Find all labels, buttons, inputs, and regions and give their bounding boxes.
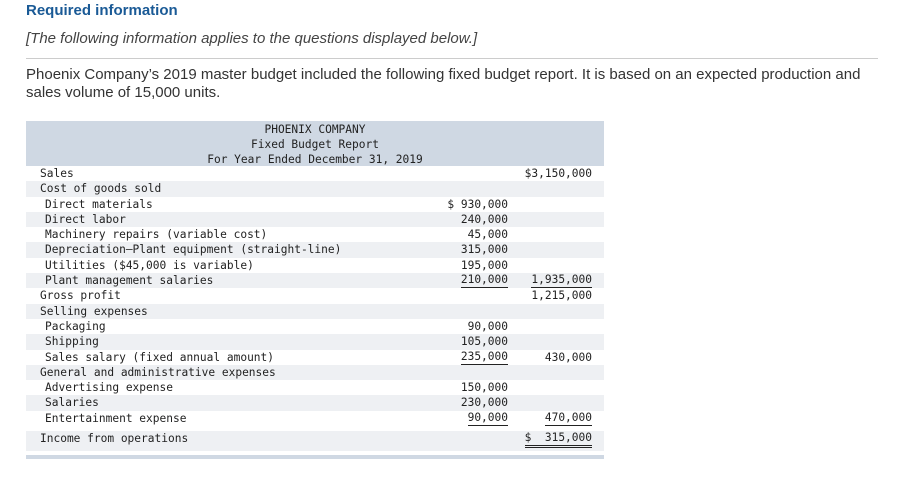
report-row	[26, 431, 604, 451]
intro-paragraph: Phoenix Company’s 2019 master budget included the following fixed budget report. It is based on an expected production and sales volume of 15,000 units.	[26, 66, 861, 101]
row-label: Cost of goods sold	[40, 182, 162, 196]
row-amount-detail: 235,000	[460, 349, 508, 363]
row-amount-total: 470,000	[544, 410, 592, 424]
row-label: Packaging	[45, 319, 106, 333]
row-amount-detail: 105,000	[460, 335, 508, 349]
report-period: For Year Ended December 31, 2019	[207, 153, 423, 166]
row-label: Depreciation—Plant equipment (straight-line)	[45, 243, 342, 257]
row-label: Advertising expense	[45, 381, 173, 395]
report-row	[26, 288, 604, 303]
row-label: Gross profit	[40, 289, 121, 303]
row-label: Sales	[40, 167, 74, 180]
row-label: Sales salary (fixed annual amount)	[45, 350, 275, 364]
report-row	[26, 197, 604, 212]
row-amount-detail: 90,000	[467, 410, 508, 424]
report-row	[26, 319, 604, 334]
report-row	[26, 380, 604, 395]
row-amount-detail: $ 930,000	[447, 197, 508, 211]
report-row	[26, 334, 604, 349]
row-amount-detail: 45,000	[467, 228, 508, 242]
report-row	[26, 258, 604, 273]
row-label: Entertainment expense	[45, 411, 187, 425]
report-row	[26, 181, 604, 196]
report-row	[26, 304, 604, 319]
row-amount-detail: 195,000	[460, 258, 508, 272]
row-label: Utilities ($45,000 is variable)	[45, 258, 254, 272]
row-amount-detail: 240,000	[460, 212, 508, 226]
row-amount-total: $ 315,000	[525, 431, 592, 448]
report-row	[26, 395, 604, 410]
row-label: Salaries	[45, 396, 99, 410]
report-row	[26, 273, 604, 288]
report-body	[26, 166, 604, 451]
row-label: Machinery repairs (variable cost)	[45, 228, 268, 242]
row-label: Selling expenses	[40, 304, 148, 318]
report-row	[26, 365, 604, 380]
row-label: Direct materials	[45, 197, 153, 211]
report-row	[26, 411, 604, 431]
divider	[26, 58, 878, 59]
row-label: Direct labor	[45, 212, 126, 226]
row-amount-total: 430,000	[544, 350, 592, 364]
report-company: PHOENIX COMPANY	[264, 123, 366, 136]
report-row	[26, 166, 604, 181]
report-header	[26, 121, 604, 166]
report-bottom-bar	[26, 455, 604, 459]
required-information-title: Required information	[26, 2, 178, 19]
report-row	[26, 350, 604, 365]
row-label: Shipping	[45, 335, 99, 349]
fixed-budget-report	[26, 121, 604, 451]
row-amount-total: $3,150,000	[524, 167, 592, 180]
row-amount-detail: 230,000	[460, 396, 508, 410]
row-amount-detail: 210,000	[460, 273, 508, 287]
report-row	[26, 242, 604, 257]
report-row	[26, 227, 604, 242]
row-label: Plant management salaries	[45, 274, 214, 288]
row-label: Income from operations	[40, 431, 189, 445]
report-row	[26, 212, 604, 227]
row-label: General and administrative expenses	[40, 365, 276, 379]
row-amount-detail: 315,000	[460, 243, 508, 257]
row-amount-detail: 150,000	[460, 381, 508, 395]
report-name: Fixed Budget Report	[251, 138, 379, 151]
row-amount-total: 1,215,000	[531, 289, 592, 303]
row-amount-detail: 90,000	[467, 319, 508, 333]
info-note: [The following information applies to the questions displayed below.]	[26, 30, 478, 47]
row-amount-total: 1,935,000	[531, 273, 592, 287]
